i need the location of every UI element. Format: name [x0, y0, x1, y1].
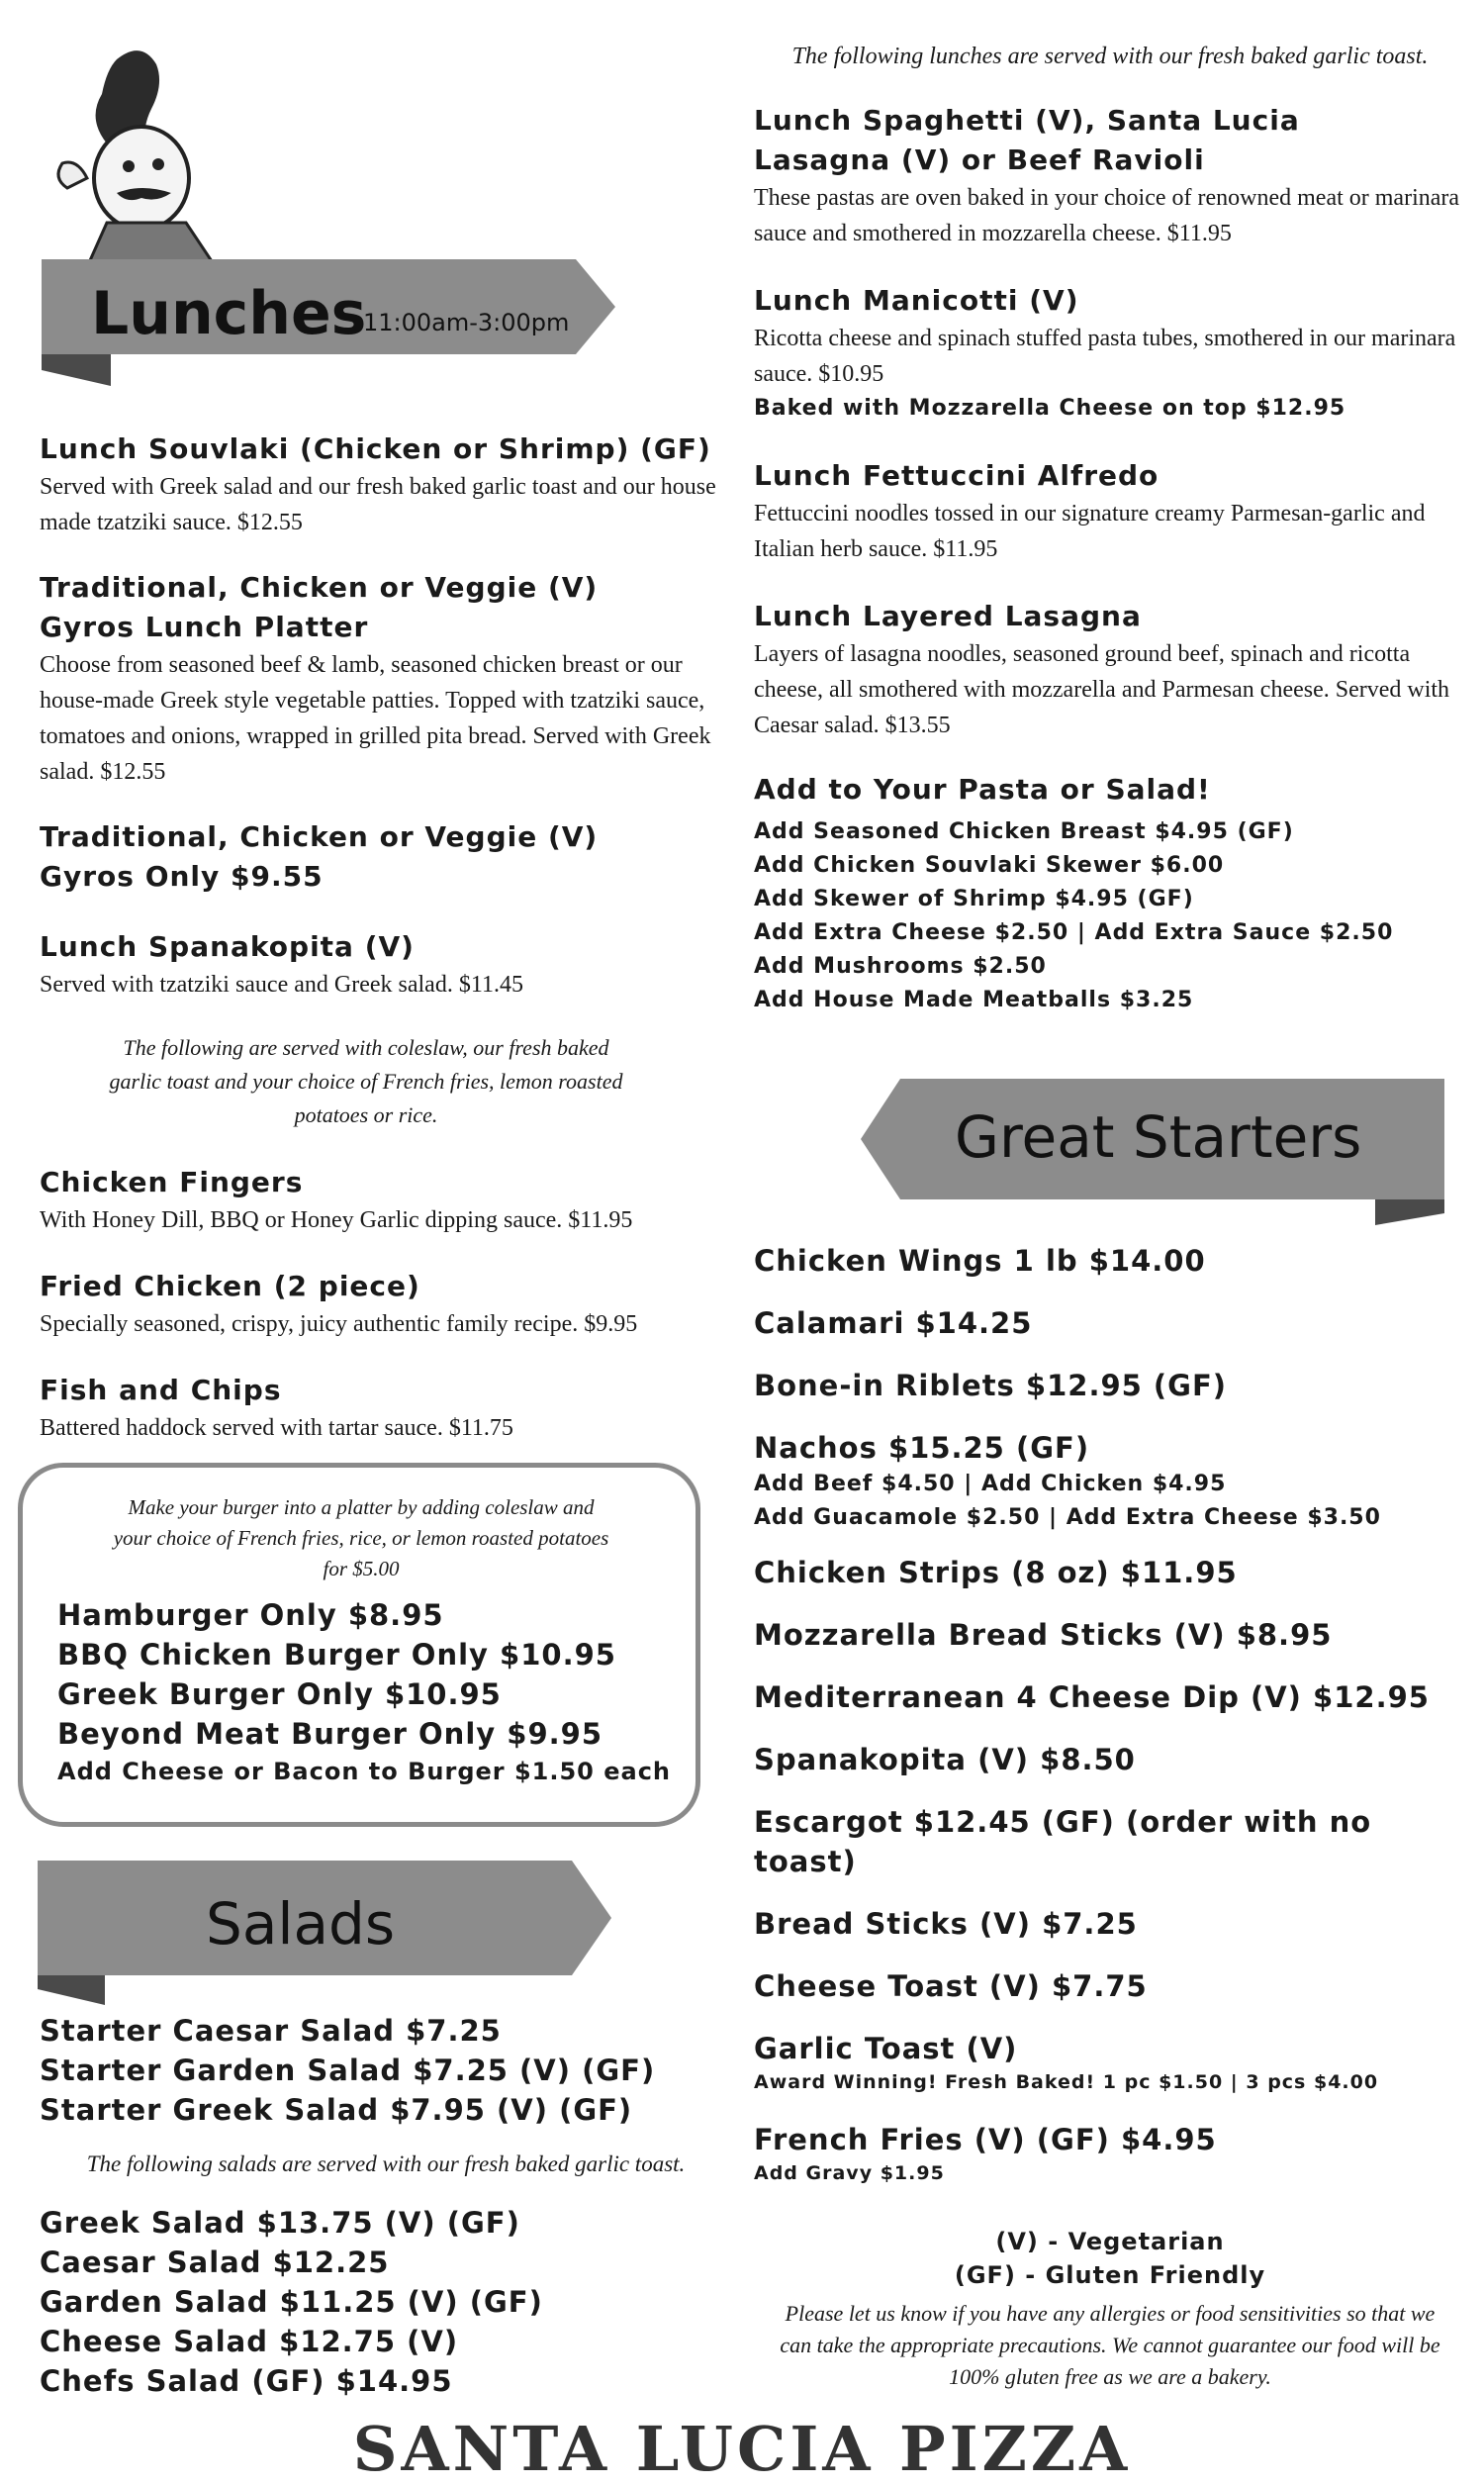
- starter-line: French Fries (V) (GF) $4.95: [754, 2123, 1217, 2156]
- burger-addon: Add Cheese or Bacon to Burger $1.50 each: [57, 1758, 672, 1785]
- legend-gf: (GF) - Gluten Friendly: [954, 2261, 1266, 2289]
- salad-line: Greek Salad $13.75 (V) (GF): [40, 2206, 520, 2240]
- menu-item: [754, 281, 1466, 426]
- item-title: Traditional, Chicken or Veggie (V): [40, 820, 599, 853]
- item-title: Lunch Spanakopita (V): [40, 930, 415, 963]
- item-title-2: Gyros Lunch Platter: [40, 611, 369, 643]
- item-desc: Battered haddock served with tartar sauce. $11.75: [40, 1415, 513, 1441]
- starters-banner: [861, 1079, 1444, 1227]
- burger-list: [57, 1595, 691, 1789]
- burger-note: Make your burger into a platter by adding coleslaw and your choice of French fries, rice, or lemon roasted potatoes for $5.00: [113, 1495, 609, 1580]
- burger-line: Greek Burger Only $10.95: [57, 1677, 502, 1711]
- starter-line: Chicken Wings 1 lb $14.00: [754, 1244, 1206, 1278]
- menu-item: [40, 817, 732, 897]
- item-title: Lunch Layered Lasagna: [754, 600, 1142, 632]
- addon-line: Add Chicken Souvlaki Skewer $6.00: [754, 853, 1225, 878]
- menu-item: [754, 456, 1466, 567]
- starter-line: Bone-in Riblets $12.95 (GF): [754, 1369, 1228, 1402]
- starter-line: Escargot $12.45 (GF) (order with no toast): [754, 1805, 1372, 1878]
- starter-extra: Add Guacamole $2.50 | Add Extra Cheese $3.50: [754, 1505, 1381, 1530]
- starter-line: Cheese Toast (V) $7.75: [754, 1969, 1148, 2003]
- addons-title: Add to Your Pasta or Salad!: [754, 773, 1211, 806]
- salads-heading: Salads: [206, 1890, 396, 1958]
- starter-line: Mediterranean 4 Cheese Dip (V) $12.95: [754, 1680, 1430, 1714]
- item-desc: Choose from seasoned beef & lamb, seasoned chicken breast or our house-made Greek style vegetable patties. Topped with tzatziki sauce, tomatoes and onions, wrapped in grilled pita bread. Served with Greek salad. $12.55: [40, 652, 711, 785]
- salads-banner: [38, 1861, 611, 2009]
- burger-line: Hamburger Only $8.95: [57, 1598, 444, 1632]
- starter-line: Nachos $15.25 (GF): [754, 1431, 1090, 1465]
- salad-line: Starter Greek Salad $7.95 (V) (GF): [40, 2093, 633, 2127]
- item-desc: Ricotta cheese and spinach stuffed pasta tubes, smothered in our marinara sauce. $10.95: [754, 326, 1456, 387]
- legend-veg: (V) - Vegetarian: [995, 2228, 1225, 2255]
- item-desc: Fettuccini noodles tossed in our signature creamy Parmesan-garlic and Italian herb sauce. $11.95: [754, 501, 1426, 562]
- menu-item: [40, 1163, 732, 1238]
- salad-line: Starter Caesar Salad $7.25: [40, 2014, 502, 2048]
- item-title-2: Gyros Only $9.55: [40, 860, 324, 893]
- item-desc: Served with Greek salad and our fresh baked garlic toast and our house made tzatziki sauce. $12.55: [40, 474, 716, 535]
- menu-item: [754, 101, 1466, 251]
- item-desc: Served with tzatziki sauce and Greek salad. $11.45: [40, 972, 523, 998]
- salad-line: Caesar Salad $12.25: [40, 2246, 390, 2279]
- addon-line: Add Mushrooms $2.50: [754, 954, 1047, 979]
- starters-heading: Great Starters: [955, 1103, 1362, 1171]
- lunches-heading: Lunches: [91, 279, 367, 348]
- item-title: Lunch Spaghetti (V), Santa Lucia: [754, 104, 1300, 137]
- item-title: Lunch Fettuccini Alfredo: [754, 459, 1159, 492]
- starter-line: Bread Sticks (V) $7.25: [754, 1907, 1138, 1941]
- starter-extra: Add Beef $4.50 | Add Chicken $4.95: [754, 1472, 1227, 1496]
- legend: [754, 2225, 1466, 2393]
- addon-line: Add House Made Meatballs $3.25: [754, 988, 1194, 1012]
- item-title: Fried Chicken (2 piece): [40, 1270, 420, 1302]
- addon-line: Add Extra Cheese $2.50 | Add Extra Sauce $2.50: [754, 920, 1394, 945]
- item-title: Fish and Chips: [40, 1374, 282, 1406]
- salad-line: Cheese Salad $12.75 (V): [40, 2325, 459, 2358]
- item-title: Chicken Fingers: [40, 1166, 304, 1198]
- burger-line: BBQ Chicken Burger Only $10.95: [57, 1638, 616, 1672]
- menu-item: [754, 597, 1466, 743]
- menu-item: [40, 1371, 732, 1446]
- starter-extra: Award Winning! Fresh Baked! 1 pc $1.50 | 3 pcs $4.00: [754, 2071, 1379, 2093]
- allergy-note: Please let us know if you have any allergies or food sensitivities so that we can take the appropriate precautions. We cannot guarantee our food will be 100% gluten free as we are a bakery.: [780, 2301, 1440, 2389]
- salads-note: The following salads are served with our fresh baked garlic toast.: [86, 2151, 686, 2176]
- pasta-addons: [754, 770, 1466, 1017]
- item-desc: Specially seasoned, crispy, juicy authentic family recipe. $9.95: [40, 1311, 638, 1337]
- item-desc: Layers of lasagna noodles, seasoned ground beef, spinach and ricotta cheese, all smothered with mozzarella and Parmesan cheese. Served with Caesar salad. $13.55: [754, 641, 1450, 738]
- burger-line: Beyond Meat Burger Only $9.95: [57, 1717, 603, 1751]
- starter-line: Chicken Strips (8 oz) $11.95: [754, 1556, 1238, 1589]
- starter-line: Mozzarella Bread Sticks (V) $8.95: [754, 1618, 1333, 1652]
- starter-line: Calamari $14.25: [754, 1306, 1033, 1340]
- addon-line: Add Skewer of Shrimp $4.95 (GF): [754, 887, 1194, 911]
- menu-item: [40, 430, 737, 540]
- addon-line: Add Seasoned Chicken Breast $4.95 (GF): [754, 819, 1294, 844]
- item-title: Lunch Souvlaki (Chicken or Shrimp) (GF): [40, 432, 711, 465]
- item-extra: Baked with Mozzarella Cheese on top $12.95: [754, 396, 1346, 421]
- starter-line: Garlic Toast (V): [754, 2032, 1018, 2065]
- starter-line: Spanakopita (V) $8.50: [754, 1743, 1136, 1776]
- starters-list: [754, 1241, 1466, 2187]
- menu-item: [40, 1267, 732, 1342]
- pasta-note: The following lunches are served with our fresh baked garlic toast.: [791, 44, 1429, 69]
- salad-line: Starter Garden Salad $7.25 (V) (GF): [40, 2054, 656, 2087]
- chef-mascot-logo: [47, 40, 245, 267]
- lunches-note: The following are served with coleslaw, our fresh baked garlic toast and your choice of French fries, lemon roasted potatoes or rice.: [109, 1035, 623, 1127]
- item-title: Lunch Manicotti (V): [754, 284, 1079, 317]
- item-title: Traditional, Chicken or Veggie (V): [40, 571, 599, 604]
- starter-salads: [40, 2011, 732, 2130]
- item-title-2: Lasagna (V) or Beef Ravioli: [754, 143, 1205, 176]
- main-salads: [40, 2203, 732, 2401]
- footer-logo: SANTA LUCIA PIZZA: [352, 2413, 1132, 2485]
- lunches-hours: 11:00am-3:00pm: [363, 309, 570, 336]
- menu-item: [40, 568, 732, 790]
- item-desc: With Honey Dill, BBQ or Honey Garlic dipping sauce. $11.95: [40, 1207, 633, 1233]
- lunches-banner: [42, 259, 615, 408]
- starter-extra: Add Gravy $1.95: [754, 2162, 945, 2184]
- salad-line: Garden Salad $11.25 (V) (GF): [40, 2285, 543, 2319]
- menu-item: [40, 927, 732, 1003]
- item-desc: These pastas are oven baked in your choice of renowned meat or marinara sauce and smothered in mozzarella cheese. $11.95: [754, 185, 1460, 246]
- salad-line: Chefs Salad (GF) $14.95: [40, 2364, 453, 2398]
